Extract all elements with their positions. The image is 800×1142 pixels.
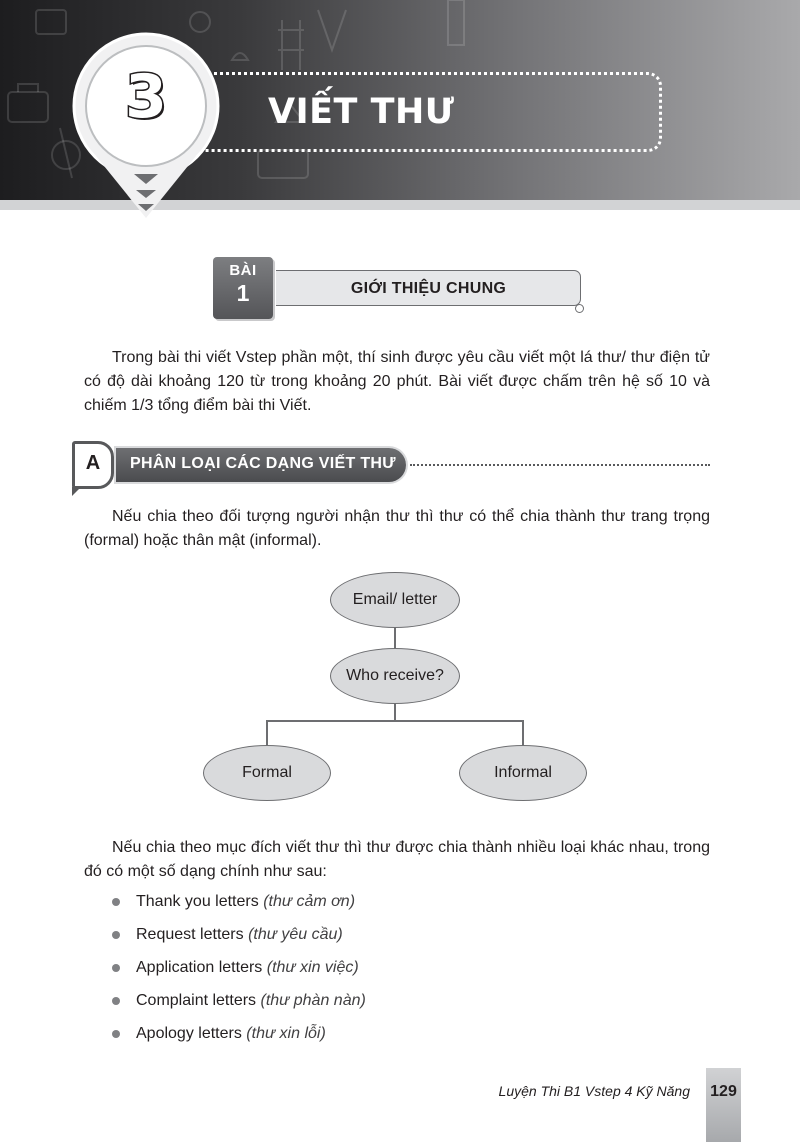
chapter-number: 3 [125,62,167,132]
edge-root-to-middle [394,628,396,648]
list-item-en: Application letters [136,959,263,976]
lesson-title: GIỚI THIỆU CHUNG [350,280,507,297]
bullet-icon [112,898,120,906]
section-a-title: PHÂN LOẠI CÁC DẠNG VIẾT THƯ [130,455,396,472]
page-number-tab [706,1068,741,1142]
diagram-node-formal [203,745,331,801]
bullet-icon [112,931,120,939]
intro-paragraph-text: Trong bài thi viết Vstep phần một, thí sinh được yêu cầu viết một lá thư/ thư điện tử có độ dài khoảng 120 từ trong khoảng 20 phút. Bài viết được chấm trên hệ số 10 và chiếm 1/3 tổng điểm bài thi Viết. [84,349,710,414]
diagram-node-middle-label: Who receive? [346,667,444,684]
list-item-en: Thank you letters [136,893,259,910]
chapter-title: VIẾT THƯ [268,92,455,132]
diagram-node-informal [459,745,587,801]
bullet-icon [112,964,120,972]
list-item-vi: (thư xin việc) [266,959,359,976]
list-item-en: Complaint letters [136,992,257,1009]
list-item [112,890,612,923]
list-item [112,956,612,989]
list-item-vi: (thư phàn nàn) [260,992,366,1009]
list-item-en: Apology letters [136,1025,242,1042]
purpose-paragraph [84,836,710,884]
page-number: 129 [710,1083,737,1100]
section-a-paragraph-text: Nếu chia theo đối tượng người nhận thư thì thư có thể chia thành thư trang trọng (formal) hoặc thân mật (informal). [84,508,710,549]
lesson-tab [213,257,273,319]
list-item [112,923,612,956]
section-a-letter-fold [72,487,81,496]
diagram-node-formal-label: Formal [242,764,292,781]
list-item-vi: (thư xin lỗi) [246,1025,326,1042]
list-item [112,989,612,1022]
edge-to-informal [522,720,524,745]
diagram-node-root-label: Email/ letter [352,591,438,608]
intro-paragraph [84,346,710,418]
edge-middle-down [394,704,396,721]
letter-type-diagram [200,570,590,810]
diagram-node-informal-label: Informal [494,764,552,781]
list-item [112,1022,612,1055]
edge-horizontal [266,720,524,722]
bullet-icon [112,1030,120,1038]
diagram-node-middle [330,648,460,704]
purpose-paragraph-text: Nếu chia theo mục đích viết thư thì thư được chia thành nhiều loại khác nhau, trong đó có một số dạng chính như sau: [84,839,710,880]
diagram-node-root [330,572,460,628]
letter-type-list [112,890,612,1055]
list-item-vi: (thư yêu cầu) [248,926,343,943]
edge-to-formal [266,720,268,745]
section-a-letter: A [85,452,101,474]
lesson-tab-label: BÀI [229,262,257,279]
section-a-paragraph [84,505,710,553]
bullet-icon [112,997,120,1005]
section-a-dotted-rule [410,464,710,466]
list-item-vi: (thư cảm ơn) [263,893,356,910]
lesson-box-end-dot [575,304,584,313]
list-item-en: Request letters [136,926,244,943]
footer-book-title: Luyện Thi B1 Vstep 4 Kỹ Năng [498,1083,690,1099]
lesson-tab-number: 1 [236,280,250,306]
